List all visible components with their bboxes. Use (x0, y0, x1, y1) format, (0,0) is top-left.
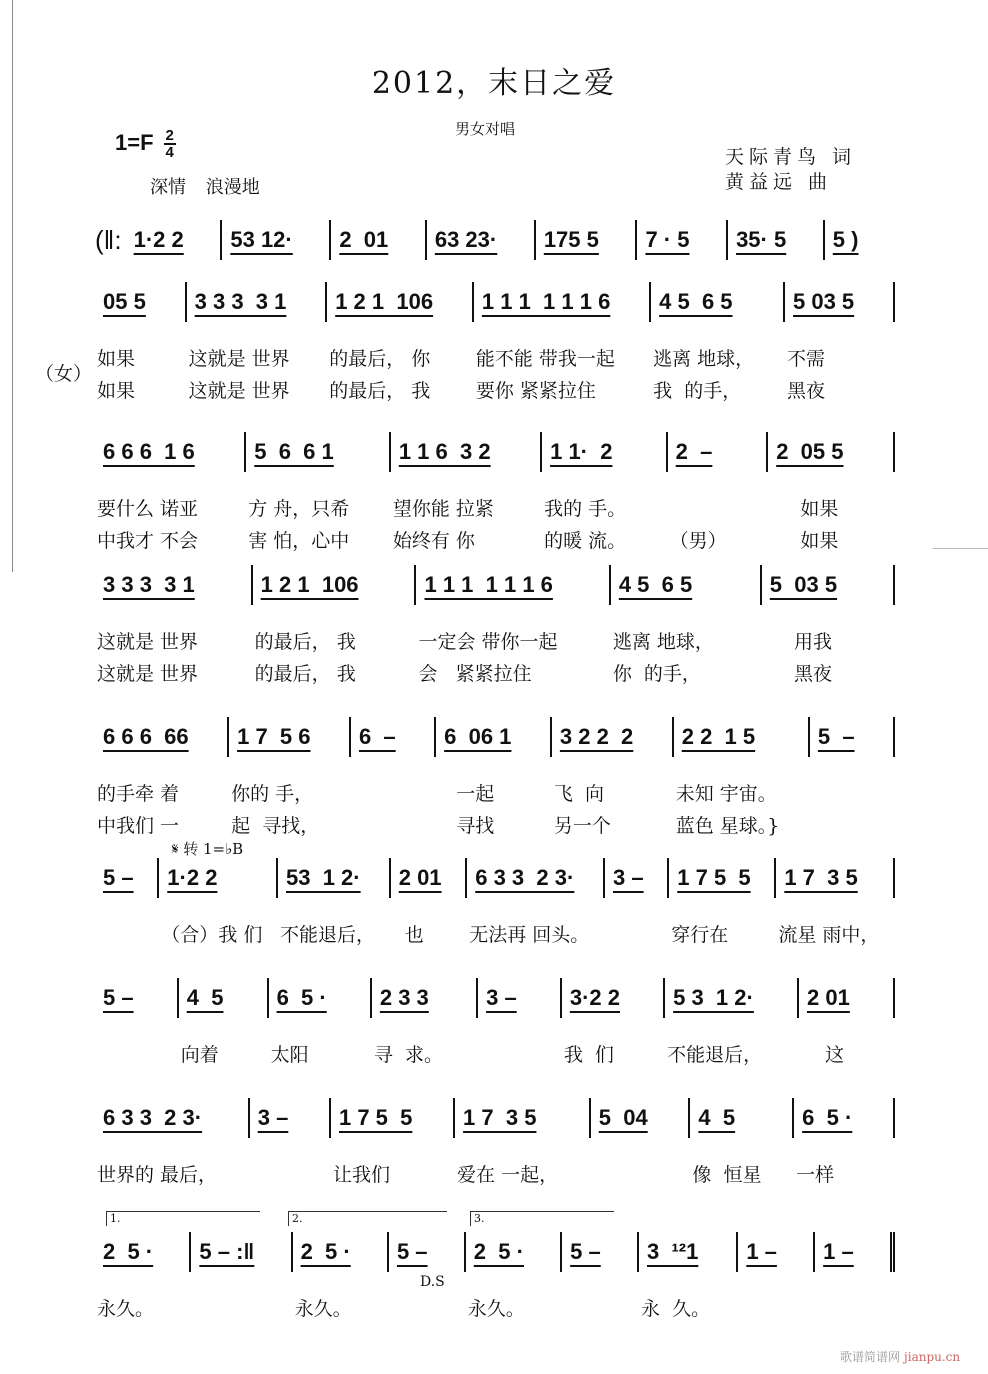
measure-notes: 1 7 5 5 (669, 858, 776, 898)
volta-3: 3. (470, 1211, 614, 1226)
score-system (35, 282, 895, 406)
lyric-line-1: 让我们 (332, 1164, 390, 1186)
lyric-line-1 (562, 1294, 639, 1324)
lyric-line-1 (738, 1294, 815, 1324)
key-signature (115, 128, 176, 160)
lyric-line-2: 寻找 (438, 815, 495, 837)
lyric-line-1: （合）我 们 (161, 924, 263, 946)
measure (95, 978, 179, 1102)
measure (95, 1232, 191, 1356)
measure (436, 717, 552, 841)
measure-notes: 7 · 5 (637, 220, 728, 260)
measure (427, 220, 536, 260)
measure-notes: 6 – (351, 717, 436, 757)
lyric-line-1: 一定会 带你一起 (418, 631, 558, 653)
measure (478, 978, 562, 1102)
measure-notes: 53 1 2· (278, 858, 391, 898)
measure-notes: 6 5 · (794, 1098, 895, 1138)
measure (293, 1232, 389, 1356)
measure (536, 220, 638, 260)
performance-note: 男女对唱 (455, 120, 516, 138)
lyric-line-1: 不需 (787, 348, 826, 370)
lyric-line-2: 的最后， 我 (329, 380, 431, 402)
measure-notes: 2 01 (391, 858, 468, 898)
lyric-line-2: 中我才 不会 (97, 530, 199, 552)
measure-notes: 2 2 1 5 (674, 717, 810, 757)
measure (331, 1098, 455, 1222)
measure-notes: 1 2 1 106 (253, 565, 417, 605)
lyric-line-1: 穿行在 (671, 924, 729, 946)
measure-notes: 1 – (815, 1232, 895, 1272)
measure (605, 858, 669, 982)
lyric-line-2 (738, 1326, 815, 1356)
lyric-line-1: 如果 (97, 348, 136, 370)
lyric-line-1: 爱在 一起， (457, 1164, 559, 1186)
measure-notes: 6 3 3 2 3· (95, 1098, 250, 1138)
lyric-line-2: 黑夜 (787, 380, 826, 402)
lyric-line-1: 太阳 (270, 1044, 309, 1066)
measure (372, 978, 478, 1102)
measure-notes: 3 – (250, 1098, 331, 1138)
measure-notes: 2 5 · (466, 1232, 562, 1272)
lyric-line-2 (562, 1326, 639, 1356)
measure (794, 1098, 895, 1222)
lyric-line-1: 未知 宇宙。 (675, 783, 777, 805)
lyric-line-2 (810, 811, 895, 841)
lyric-line-1: 这就是 世界 (188, 348, 290, 370)
measure-notes: 5 03 5 (762, 565, 895, 605)
time-top: 2 (165, 127, 174, 144)
measure (785, 282, 895, 406)
lyric-line-2: 的暖 流。 (544, 530, 627, 552)
measure-notes: 5 3 1 2· (665, 978, 799, 1018)
measure-notes: 4 5 6 5 (611, 565, 762, 605)
lyric-line-2: 我 的手， (653, 380, 742, 402)
lyric-line-1: 向着 (180, 1044, 219, 1066)
measure-notes: 2 5 · (95, 1232, 191, 1272)
lyric-line-1: 不能退后， (667, 1044, 763, 1066)
lyric-line-1 (478, 1040, 562, 1070)
lyric-line-1 (389, 1294, 466, 1324)
lyric-line-2: 中我们 一 (97, 815, 180, 837)
lyric-line-1 (591, 1160, 691, 1190)
measure-notes: 35· 5 (728, 220, 825, 260)
measure (95, 858, 159, 982)
measure (95, 1098, 250, 1222)
measure (665, 978, 799, 1102)
measure-notes: 5 04 (591, 1098, 691, 1138)
time-bottom: 4 (165, 144, 174, 161)
lyric-line-2 (293, 1326, 389, 1356)
measure-notes: 4 5 6 5 (651, 282, 785, 322)
measure (95, 565, 253, 689)
measure-notes: 05 5 (95, 282, 187, 322)
measure (674, 717, 810, 841)
lyric-line-1: 流星 雨中， (778, 924, 880, 946)
lyric-line-2: 会 紧紧拉住 (418, 663, 532, 685)
score-system (95, 858, 895, 982)
measure-notes: 6 3 3 2 3· (467, 858, 605, 898)
time-signature (164, 128, 176, 160)
lyric-line-1: 用我 (763, 631, 832, 653)
lyric-line-2 (690, 1192, 794, 1222)
measure (825, 220, 895, 260)
measure (455, 1098, 591, 1222)
measure (776, 858, 895, 982)
lyric-line-2: 这就是 世界 (97, 663, 199, 685)
lyric-line-1 (810, 779, 895, 809)
lyric-line-1 (351, 779, 436, 809)
measure (562, 978, 665, 1102)
measure-notes: 1 7 3 5 (455, 1098, 591, 1138)
lyric-line-2 (389, 1326, 466, 1356)
measure-notes: 1 – (738, 1232, 815, 1272)
measure-notes: 1 7 5 6 (229, 717, 351, 757)
lyric-line-1: 的最后， 你 (329, 348, 431, 370)
measure-notes: 3 2 2 2 (552, 717, 674, 757)
lyric-line-1: 也 (392, 924, 424, 946)
score-system (95, 565, 895, 689)
lyric-line-1 (815, 1294, 895, 1324)
measure (278, 858, 391, 982)
measure (466, 1232, 562, 1356)
lyric-line-1: 永久。 (294, 1298, 352, 1320)
measure-notes: 2 3 3 (372, 978, 478, 1018)
measure (651, 282, 785, 406)
lyric-line-1 (95, 920, 159, 950)
measure (416, 565, 610, 689)
lyric-line-1: 一起 (438, 783, 495, 805)
measure (611, 565, 762, 689)
mood-marking: 深情 浪漫地 (150, 177, 260, 198)
measure (191, 1232, 292, 1356)
watermark-url: jianpu.cn (904, 1350, 961, 1364)
lyric-line-2 (455, 1192, 591, 1222)
measure-notes: 5 – (810, 717, 895, 757)
measure (738, 1232, 815, 1356)
measure (810, 717, 895, 841)
lyric-line-2: 如果 (770, 530, 839, 552)
measure (327, 282, 474, 406)
measure-notes: 3 – (605, 858, 669, 898)
measure-notes: 2 5 · (293, 1232, 389, 1272)
repeat-start: (‖: (95, 225, 122, 255)
measure-notes: 3·2 2 (562, 978, 665, 1018)
measure-notes: 6 06 1 (436, 717, 552, 757)
lyric-line-1 (668, 494, 769, 524)
lyric-line-2: 蓝色 星球。} (675, 815, 780, 837)
measure (95, 717, 229, 841)
measure (668, 432, 769, 556)
measure-notes: 1 2 1 106 (327, 282, 474, 322)
measure (159, 858, 278, 982)
lyric-line-1: 我的 手。 (544, 498, 627, 520)
measure (187, 282, 328, 406)
measure-notes: 4 5 (179, 978, 269, 1018)
lyric-line-1: 的手牵 着 (97, 783, 180, 805)
lyric-line-2: 要你 紧紧拉住 (475, 380, 596, 402)
score-system (95, 1232, 895, 1356)
lyric-line-1: 的最后， 我 (254, 631, 356, 653)
lyric-line-1: 方 舟，只希 (248, 498, 350, 520)
lyric-line-2: 的最后， 我 (254, 663, 356, 685)
lyricist: 天际青鸟 词 (725, 146, 857, 168)
measure (351, 717, 436, 841)
measure (253, 565, 417, 689)
watermark-site: 歌谱简谱网 (840, 1350, 901, 1364)
measure-notes: 3 3 3 3 1 (95, 565, 253, 605)
measure-notes: 3 ¹²1 (639, 1232, 738, 1272)
lyric-line-2 (331, 1192, 455, 1222)
measure-notes: 1·2 2 (159, 858, 278, 898)
lyric-line-1: 世界的 最后， (97, 1164, 218, 1186)
lyric-line-1: 这就是 世界 (97, 631, 199, 653)
measure-notes: 1·2 2 (126, 220, 223, 260)
measure-notes: 1 7 3 5 (776, 858, 895, 898)
lyric-line-1 (95, 1040, 179, 1070)
lyric-line-2: 黑夜 (763, 663, 832, 685)
measure-notes: 1 1· 2 (542, 432, 668, 472)
lyric-line-2 (191, 1326, 292, 1356)
lyric-line-1: 你的 手， (231, 783, 314, 805)
composer: 黄益远 曲 (725, 171, 833, 193)
lyric-line-1 (191, 1294, 292, 1324)
measure (728, 220, 825, 260)
measure (669, 858, 776, 982)
measure-notes: 5 – (95, 858, 159, 898)
lyric-line-1: 永 久。 (640, 1298, 711, 1320)
measure (591, 1098, 691, 1222)
measure-notes: 5 – (95, 978, 179, 1018)
measure-notes: 1 1 1 1 1 1 6 (474, 282, 651, 322)
lyric-line-2 (95, 1326, 191, 1356)
measure (250, 1098, 331, 1222)
measure-notes: 5 – (562, 1232, 639, 1272)
lyric-line-1: 像 恒星 (692, 1164, 762, 1186)
measure-notes: 3 – (478, 978, 562, 1018)
lyric-line-2 (794, 1192, 895, 1222)
lyric-line-1: 逃离 地球， (653, 348, 755, 370)
key: 1=F (115, 129, 154, 155)
lyric-line-1 (250, 1160, 331, 1190)
measure-notes: 6 5 · (269, 978, 372, 1018)
measure (690, 1098, 794, 1222)
lyric-line-1: 不能退后， (280, 924, 376, 946)
lyric-line-1: 如果 (770, 498, 839, 520)
measure (815, 1232, 895, 1356)
measure-notes: 5 – :‖ (191, 1232, 292, 1272)
lyric-line-2: 始终有 你 (392, 530, 475, 552)
measure (467, 858, 605, 982)
measure (768, 432, 895, 556)
measure-notes: 2 05 5 (768, 432, 895, 472)
measure-notes: 6 6 6 1 6 (95, 432, 246, 472)
watermark (840, 1348, 960, 1365)
measure-notes: 1 1 1 1 1 1 6 (416, 565, 610, 605)
measure (222, 220, 331, 260)
lyric-line-2: 另一个 (553, 815, 611, 837)
lyric-line-1: 这 (800, 1044, 845, 1066)
measure-notes: 4 5 (690, 1098, 794, 1138)
lyric-line-1: 无法再 回头。 (469, 924, 590, 946)
lyric-line-1: 逃离 地球， (612, 631, 714, 653)
measure (389, 1232, 466, 1356)
measure (562, 1232, 639, 1356)
lyric-line-2: 这就是 世界 (188, 380, 290, 402)
measure-notes: 53 12· (222, 220, 331, 260)
measure (639, 1232, 738, 1356)
score-system (95, 220, 895, 260)
singer-label: （女） (35, 363, 93, 385)
measure-notes: 6 6 6 66 (95, 717, 229, 757)
measure (799, 978, 895, 1102)
segno-key-change: 𝄋 转 1=♭B (172, 840, 244, 858)
lyric-line-1 (605, 920, 669, 950)
measure (126, 220, 223, 260)
lyric-line-2 (250, 1192, 331, 1222)
measure (229, 717, 351, 841)
lyric-line-1: 我 们 (563, 1044, 614, 1066)
lyric-line-1: 寻 求。 (373, 1044, 443, 1066)
lyric-line-1: 要什么 诺亚 (97, 498, 199, 520)
divider-line (933, 548, 988, 549)
volta-1: 1. (106, 1211, 260, 1226)
lyric-line-2: 如果 (97, 380, 136, 402)
measure (552, 717, 674, 841)
measure (542, 432, 668, 556)
lyric-line-2 (466, 1326, 562, 1356)
lyric-line-1: 望你能 拉紧 (392, 498, 494, 520)
measure-notes: 5 6 6 1 (246, 432, 391, 472)
volta-2: 2. (288, 1211, 447, 1226)
lyric-line-1: 能不能 带我一起 (475, 348, 615, 370)
measure (391, 432, 542, 556)
measure-notes: 3 3 3 3 1 (187, 282, 328, 322)
score-system (95, 978, 895, 1102)
measure (269, 978, 372, 1102)
lyric-line-2: 起 寻找， (231, 815, 320, 837)
measure-notes: 5 03 5 (785, 282, 895, 322)
measure-notes: 1 7 5 5 (331, 1098, 455, 1138)
song-title: 2012，末日之爱 (371, 66, 617, 101)
lyric-line-1: 飞 向 (553, 783, 604, 805)
score-system (95, 717, 895, 841)
measure (95, 432, 246, 556)
measure (246, 432, 391, 556)
lyric-line-1: 一样 (796, 1164, 835, 1186)
score-system (95, 432, 895, 556)
lyric-line-2 (351, 811, 436, 841)
measure (762, 565, 895, 689)
lyric-line-1: 永久。 (97, 1298, 155, 1320)
measure-notes: 2 – (668, 432, 769, 472)
measure-notes: 2 01 (331, 220, 427, 260)
measure (637, 220, 728, 260)
measure-notes: 1 1 6 3 2 (391, 432, 542, 472)
lyric-line-2 (95, 1192, 250, 1222)
measure-notes: 2 01 (799, 978, 895, 1018)
measure-notes: 63 23· (427, 220, 536, 260)
lyric-line-2: （男） (669, 530, 727, 552)
lyric-line-2: 你 的手， (612, 663, 701, 685)
dal-segno: D.S (420, 1274, 445, 1290)
measure-notes: 5 ) (832, 227, 859, 252)
lyric-line-2 (639, 1326, 738, 1356)
measure (331, 220, 427, 260)
score-system (95, 1098, 895, 1222)
lyric-line-2 (591, 1192, 691, 1222)
measure (391, 858, 468, 982)
measure-notes: 5 – (389, 1232, 466, 1272)
lyric-line-1: 永久。 (467, 1298, 525, 1320)
measure (474, 282, 651, 406)
measure-notes: 175 5 (536, 220, 638, 260)
lyric-line-2: 害 怕，心中 (248, 530, 350, 552)
measure (179, 978, 269, 1102)
measure (95, 282, 187, 406)
